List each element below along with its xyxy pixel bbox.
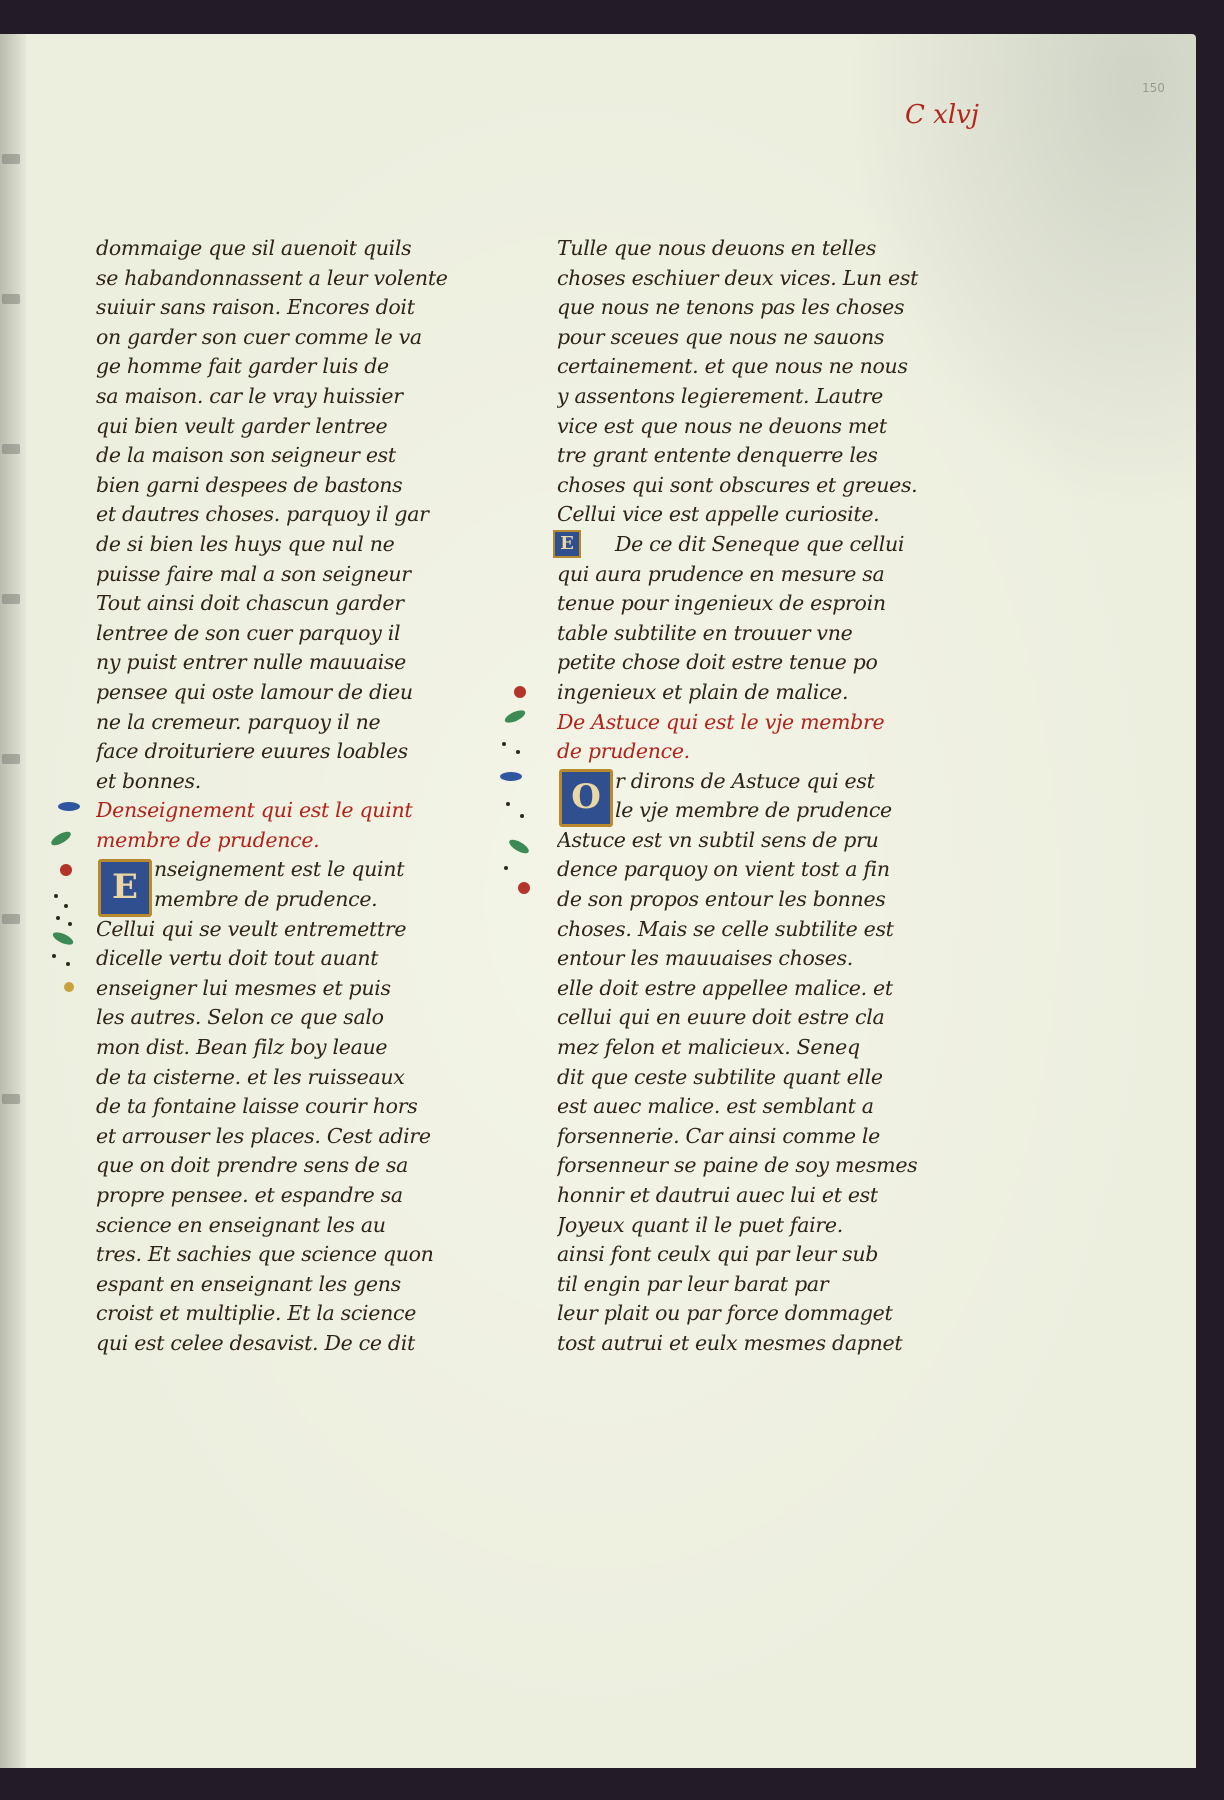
illuminated-initial: E	[98, 859, 152, 917]
text-line: tre grant entente denquerre les	[557, 443, 878, 468]
text-line: est auec malice. est semblant a	[557, 1094, 874, 1119]
gutter-mark	[2, 914, 20, 924]
text-line: petite chose doit estre tenue po	[557, 650, 878, 675]
text-line: Tout ainsi doit chascun garder	[96, 591, 404, 616]
text-line: membre de prudence.	[154, 887, 378, 912]
text-line: choses. Mais se celle subtilite est	[557, 916, 894, 941]
right-column-seneca-text	[557, 530, 949, 708]
text-line: certainement. et que nous ne nous	[557, 354, 908, 379]
text-line: dence parquoy on vient tost a fin	[557, 857, 890, 882]
text-line: pensee qui oste lamour de dieu	[96, 679, 413, 704]
gutter-mark	[2, 294, 20, 304]
text-line: bien garni despees de bastons	[96, 472, 403, 497]
text-line: ainsi font ceulx qui par leur sub	[557, 1242, 879, 1267]
text-line: qui bien veult garder lentree	[96, 413, 388, 438]
text-line: espant en enseignant les gens	[96, 1271, 401, 1296]
text-line: de son propos entour les bonnes	[557, 887, 886, 912]
text-line: Denseignement qui est le quint	[96, 798, 413, 823]
text-line: til engin par leur barat par	[557, 1271, 829, 1296]
text-line: qui aura prudence en mesure sa	[557, 561, 885, 586]
text-line: Astuce est vn subtil sens de pru	[557, 827, 879, 852]
text-line: honnir et dautrui auec lui et est	[557, 1183, 878, 1207]
text-line: ny puist entrer nulle mauuaise	[96, 650, 406, 675]
text-line: membre de prudence.	[96, 827, 320, 852]
text-line: et arrouser les places. Cest adire	[96, 1123, 431, 1148]
text-line: entour les mauuaises choses.	[557, 946, 854, 971]
left-text-column	[96, 234, 476, 1359]
text-line: que on doit prendre sens de sa	[96, 1153, 409, 1178]
right-rubric-heading	[557, 708, 949, 767]
text-line: mon dist. Bean filz boy leaue	[96, 1035, 388, 1060]
text-line: de ta cisterne. et les ruisseaux	[96, 1064, 405, 1089]
page-number-pencil: 150	[1142, 81, 1165, 95]
text-line: Tulle que nous deuons en telles	[557, 236, 877, 260]
gutter-mark	[2, 444, 20, 454]
gutter-mark	[2, 594, 20, 604]
text-line: pour sceues que nous ne sauons	[557, 324, 885, 349]
text-line: r dirons de Astuce qui est	[615, 768, 875, 793]
text-line: dit que ceste subtilite quant elle	[557, 1064, 883, 1089]
text-line: tres. Et sachies que science quon	[96, 1242, 434, 1267]
text-line: mez felon et malicieux. Seneq	[557, 1035, 860, 1060]
text-line: ne la cremeur. parquoy il ne	[96, 709, 381, 734]
text-line: choses qui sont obscures et greues.	[557, 472, 918, 497]
text-line: on garder son cuer comme le va	[96, 324, 422, 349]
text-line: Cellui vice est appelle curiosite.	[557, 502, 880, 527]
text-line: face droituriere euures loables	[96, 739, 408, 764]
gutter-mark	[2, 154, 20, 164]
text-line: elle doit estre appellee malice. et	[557, 975, 893, 1000]
right-column-top-text	[557, 234, 949, 530]
text-line: De Astuce qui est le vje membre	[557, 709, 885, 734]
text-line: puisse faire mal a son seigneur	[96, 561, 411, 586]
text-line: et dautres choses. parquoy il gar	[96, 502, 429, 527]
text-line: que nous ne tenons pas les choses	[557, 295, 905, 320]
text-line: de la maison son seigneur est	[96, 443, 396, 468]
small-illuminated-initial: E	[553, 530, 581, 558]
text-line: se habandonnassent a leur volente	[96, 265, 448, 290]
text-line: table subtilite en trouuer vne	[557, 620, 853, 645]
right-column-body-text	[557, 767, 949, 1359]
text-line: et bonnes.	[96, 768, 201, 793]
text-line: lentree de son cuer parquoy il	[96, 620, 401, 645]
text-line: suiuir sans raison. Encores doit	[96, 295, 415, 320]
right-text-column	[557, 234, 949, 1359]
text-line: sa maison. car le vray huissier	[96, 383, 403, 408]
left-rubric-heading	[96, 796, 476, 855]
text-line: tost autrui et eulx mesmes dapnet	[557, 1330, 903, 1355]
text-line: Cellui qui se veult entremettre	[96, 916, 407, 941]
text-line: enseigner lui mesmes et puis	[96, 975, 391, 1000]
text-line: forsenneur se paine de soy mesmes	[557, 1153, 918, 1178]
illuminated-initial-o: O	[559, 769, 613, 827]
text-line: choses eschiuer deux vices. Lun est	[557, 265, 919, 290]
gutter-mark	[2, 754, 20, 764]
text-line: le vje membre de prudence	[615, 798, 892, 823]
text-line: ge homme fait garder luis de	[96, 354, 389, 379]
text-line: ingenieux et plain de malice.	[557, 679, 849, 704]
text-line: tenue pour ingenieux de esproin	[557, 591, 886, 616]
left-column-top-text	[96, 234, 476, 796]
text-line: De ce dit Seneque que cellui	[615, 531, 905, 556]
gutter-mark	[2, 1094, 20, 1104]
text-line: propre pensee. et espandre sa	[96, 1183, 403, 1207]
text-line: science en enseignant les au	[96, 1212, 386, 1237]
text-line: de ta fontaine laisse courir hors	[96, 1094, 418, 1119]
text-line: nseignement est le quint	[154, 857, 405, 882]
text-line: forsennerie. Car ainsi comme le	[557, 1123, 880, 1148]
text-line: dicelle vertu doit tout auant	[96, 946, 379, 971]
text-line: Joyeux quant il le puet faire.	[557, 1212, 843, 1237]
text-line: y assentons legierement. Lautre	[557, 383, 883, 408]
text-line: de si bien les huys que nul ne	[96, 531, 395, 556]
manuscript-page	[0, 34, 1196, 1768]
text-line: leur plait ou par force dommaget	[557, 1301, 893, 1326]
floral-border-decoration	[50, 794, 80, 1004]
left-column-body-text	[96, 855, 476, 1358]
text-line: qui est celee desavist. De ce dit	[96, 1330, 415, 1355]
folio-number: C xlvj	[905, 100, 979, 130]
text-line: croist et multiplie. Et la science	[96, 1301, 417, 1326]
floral-border-decoration-right	[500, 682, 530, 902]
text-line: de prudence.	[557, 739, 690, 764]
text-line: vice est que nous ne deuons met	[557, 413, 887, 438]
text-line: cellui qui en euure doit estre cla	[557, 1005, 885, 1030]
text-line: les autres. Selon ce que salo	[96, 1005, 384, 1030]
text-line: dommaige que sil auenoit quils	[96, 236, 412, 260]
binding-gutter	[0, 34, 26, 1768]
